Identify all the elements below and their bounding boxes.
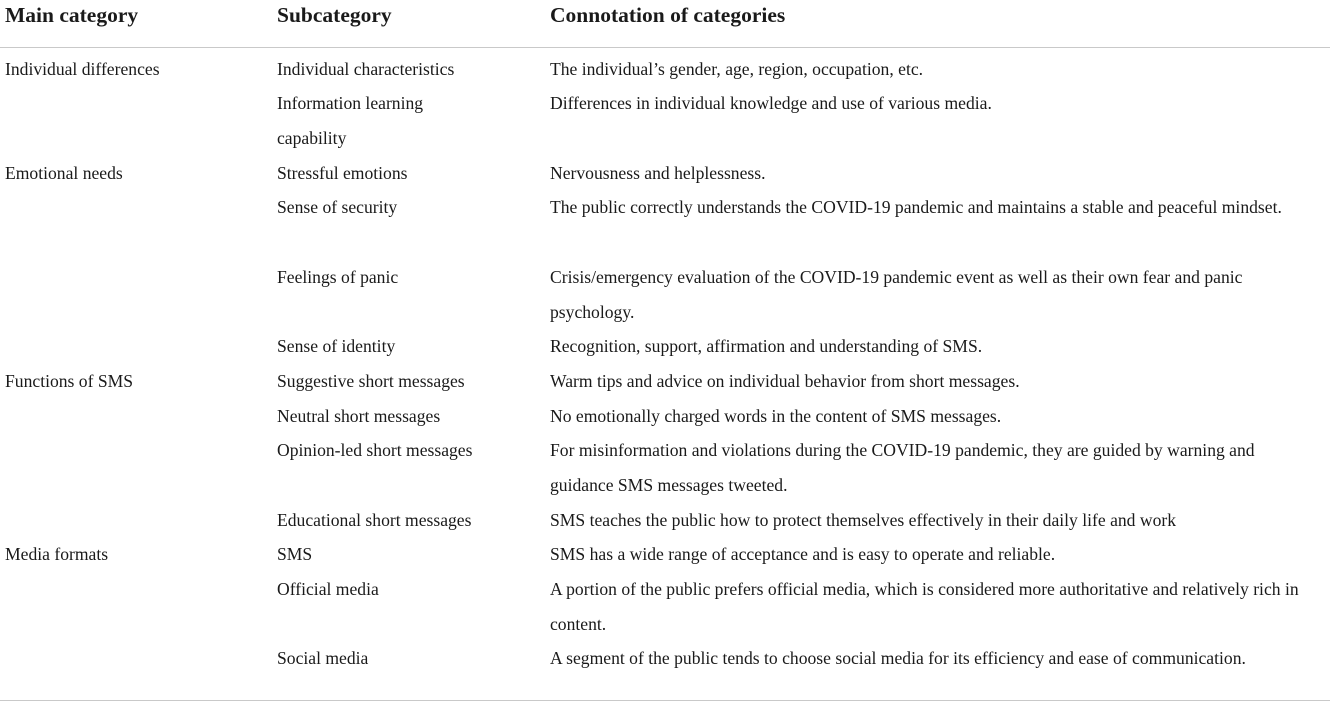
cell-subcategory: Suggestive short messages: [277, 370, 465, 391]
cell-connotation: Recognition, support, affirmation and understanding of SMS.: [550, 336, 983, 357]
cell-connotation: A portion of the public prefers official media, which is considered more authoritative and relatively rich in content.: [550, 579, 1299, 634]
table-row: [0, 442, 1330, 511]
cell-connotation: Warm tips and advice on individual behavior from short messages.: [550, 370, 1020, 391]
cell-main-category: Emotional needs: [5, 162, 123, 183]
cell-main-category: Functions of SMS: [5, 370, 134, 391]
cell-subcategory: Neutral short messages: [277, 405, 441, 426]
cell-connotation: Crisis/emergency evaluation of the COVID-19 pandemic event as well as their own fear and panic psychology.: [550, 266, 1243, 322]
cell-connotation: SMS teaches the public how to protect themselves effectively in their daily life and work: [550, 509, 1177, 530]
cell-connotation: A segment of the public tends to choose social media for its efficiency and ease of communication.: [550, 648, 1246, 669]
cell-main-category: Media formats: [5, 544, 109, 565]
cell-connotation: Differences in individual knowledge and use of various media.: [550, 93, 992, 114]
header-subcategory: Subcategory: [277, 3, 392, 27]
table-row: [0, 650, 1330, 685]
cell-subcategory: Educational short messages: [277, 509, 472, 530]
header-main-category: Main category: [5, 3, 139, 27]
cell-main-category: Individual differences: [5, 58, 160, 79]
cell-connotation: The public correctly understands the COVID-19 pandemic and maintains a stable and peaceful mindset.: [550, 197, 1282, 218]
cell-connotation: SMS has a wide range of acceptance and is easy to operate and reliable.: [550, 544, 1056, 565]
cell-subcategory: Official media: [277, 579, 379, 600]
header-connotation: Connotation of categories: [550, 3, 786, 27]
cell-subcategory: Sense of security: [277, 197, 398, 218]
cell-subcategory: Individual characteristics: [277, 58, 455, 79]
table-header: [0, 0, 1330, 48]
cell-connotation: No emotionally charged words in the content of SMS messages.: [550, 405, 1002, 426]
cell-subcategory: SMS: [277, 544, 313, 565]
cell-subcategory: Feelings of panic: [277, 266, 399, 287]
cell-connotation: For misinformation and violations during the COVID-19 pandemic, they are guided by warning and guidance SMS messages tweeted.: [550, 440, 1255, 495]
cell-connotation: Nervousness and helplessness.: [550, 162, 766, 183]
table-body: [0, 60, 1330, 684]
table-row: [0, 199, 1330, 268]
bottom-rule: [0, 700, 1330, 701]
cell-subcategory: Social media: [277, 648, 369, 669]
cell-subcategory: Information learning capability: [277, 93, 424, 149]
table-row: [0, 268, 1330, 337]
table-row: [0, 95, 1330, 164]
cell-connotation: The individual’s gender, age, region, occupation, etc.: [550, 58, 924, 79]
cell-subcategory: Stressful emotions: [277, 162, 408, 183]
cell-subcategory: Sense of identity: [277, 336, 396, 357]
cell-subcategory: Opinion-led short messages: [277, 440, 473, 461]
table-row: [0, 580, 1330, 649]
